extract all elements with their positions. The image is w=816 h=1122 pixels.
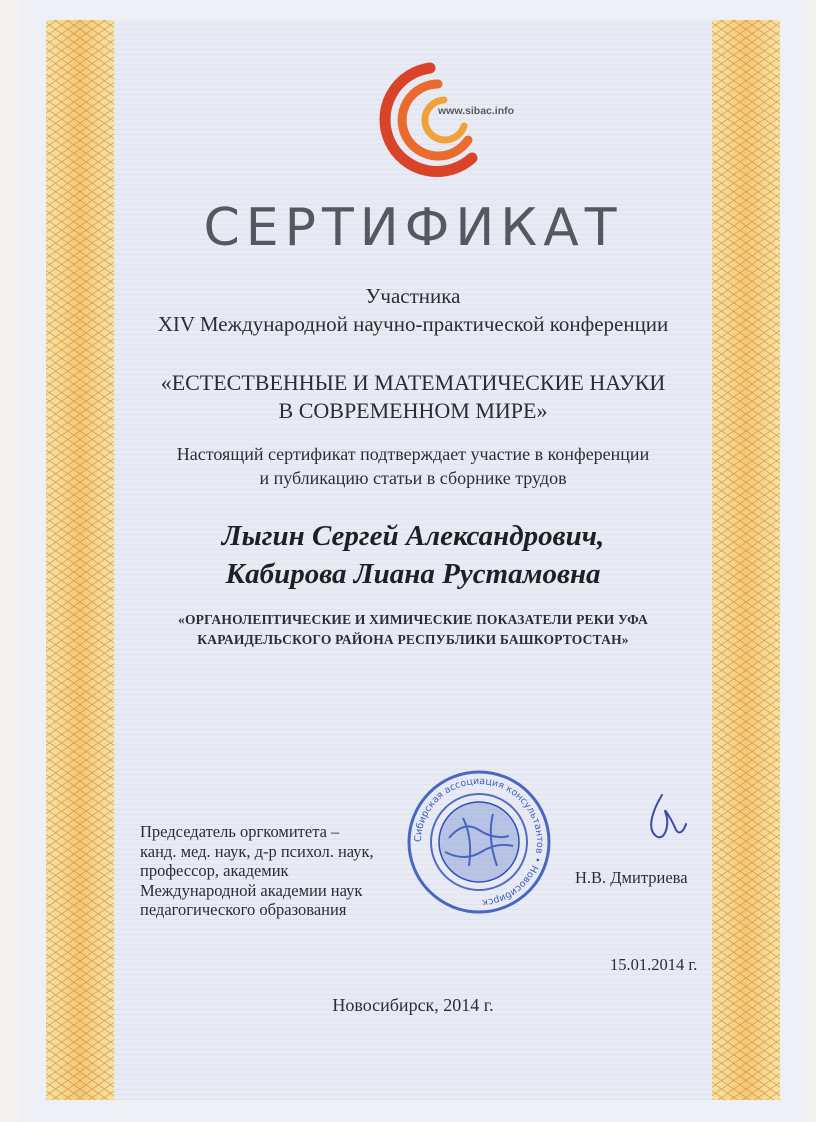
conference-name-line2: В СОВРЕМЕННОМ МИРЕ»	[278, 398, 548, 423]
participant-label: Участника	[365, 284, 461, 308]
chairman-line: педагогического образования	[140, 900, 347, 919]
author-name: Лыгин Сергей Александрович,	[221, 520, 605, 552]
city-year: Новосибирск, 2014 г.	[332, 995, 494, 1015]
signature	[640, 790, 690, 845]
author-name: Кабирова Лиана Рустамовна	[225, 558, 601, 590]
official-stamp	[405, 768, 553, 916]
sibac-logo	[360, 60, 550, 180]
signatory-name: Н.В. Дмитриева	[575, 868, 688, 887]
decorative-border-left	[46, 20, 114, 1100]
stamp-ring-text: Сибирская ассоциация консультантов • Новосибирск	[412, 775, 546, 908]
description-line1: Настоящий сертификат подтверждает участие в конференции	[176, 444, 650, 464]
article-title-line2: КАРАИДЕЛЬСКОГО РАЙОНА РЕСПУБЛИКИ БАШКОРТОСТАН»	[197, 632, 629, 647]
chairman-line: Международной академии наук	[140, 880, 363, 900]
chairman-credentials	[140, 822, 374, 920]
chairman-line: профессор, академик	[140, 861, 289, 880]
issue-date: 15.01.2014 г.	[610, 955, 698, 974]
chairman-line: Председатель оргкомитета –	[140, 822, 340, 841]
conference-intro: XIV Международной научно-практической конференции	[157, 312, 669, 336]
decorative-border-right	[712, 20, 780, 1100]
article-title-line1: «ОРГАНОЛЕПТИЧЕСКИЕ И ХИМИЧЕСКИЕ ПОКАЗАТЕЛИ РЕКИ УФА	[178, 612, 648, 627]
certificate-title: СЕРТИФИКАТ	[203, 198, 623, 258]
chairman-line: канд. мед. наук, д-р психол. наук,	[140, 841, 374, 861]
conference-name-line1: «ЕСТЕСТВЕННЫЕ И МАТЕМАТИЧЕСКИЕ НАУКИ	[160, 370, 666, 395]
logo-url: www.sibac.info	[438, 105, 515, 117]
description-line2: и публикацию статьи в сборнике трудов	[259, 468, 567, 488]
